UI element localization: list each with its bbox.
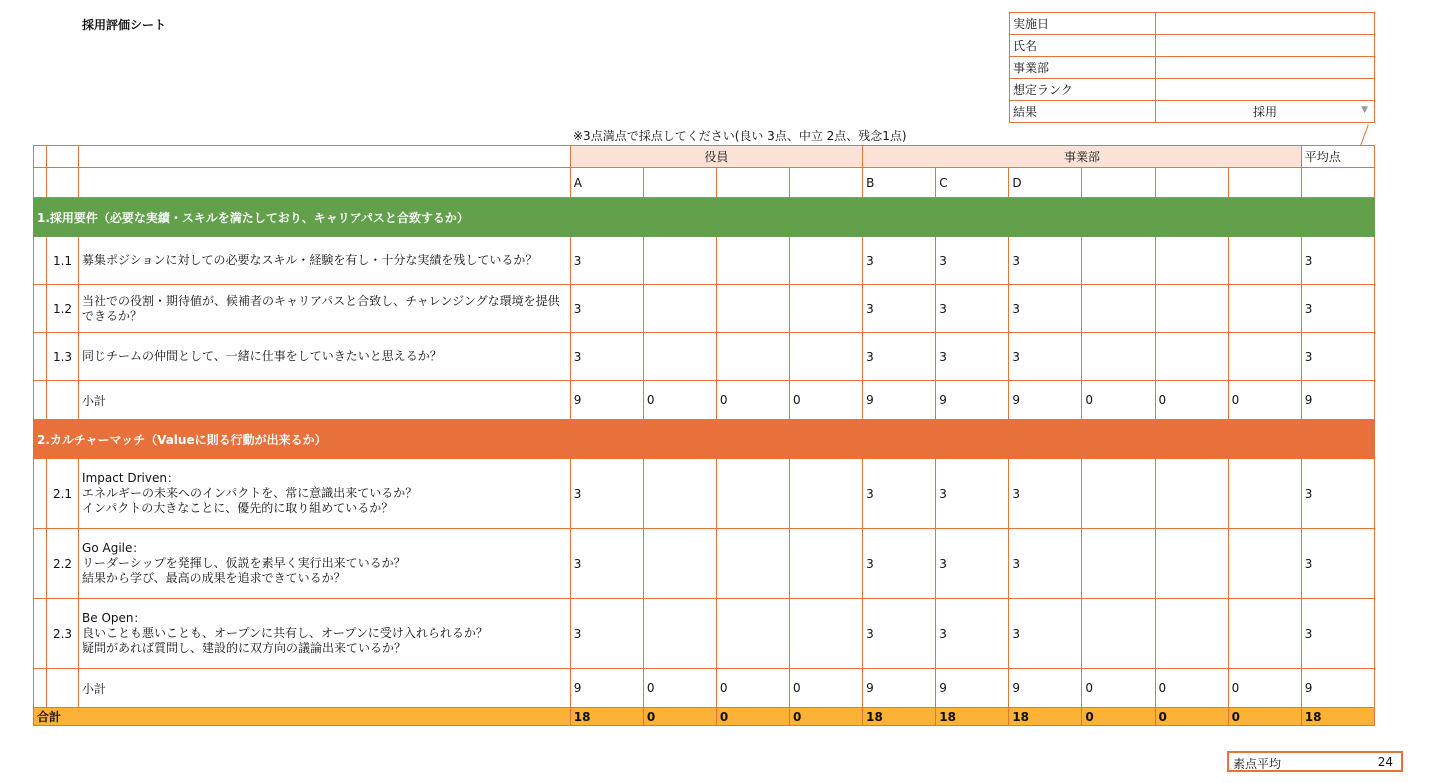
blank-cell: [34, 669, 47, 708]
chevron-down-icon[interactable]: ▼: [1361, 105, 1368, 115]
score-cell[interactable]: 3: [1009, 459, 1082, 529]
subtotal-cell: 0: [790, 669, 863, 708]
subtotal-average: 9: [1301, 669, 1374, 708]
score-cell[interactable]: [1228, 333, 1301, 381]
score-cell[interactable]: 3: [570, 529, 643, 599]
score-cell[interactable]: [1155, 333, 1228, 381]
blank-cell: [34, 146, 47, 168]
score-cell[interactable]: [643, 237, 716, 285]
score-cell[interactable]: [1155, 529, 1228, 599]
blank-cell: [47, 381, 79, 420]
blank-cell: [34, 599, 47, 669]
evaluator-header[interactable]: [716, 168, 789, 198]
score-cell[interactable]: [1082, 529, 1155, 599]
subtotal-cell: 0: [1082, 669, 1155, 708]
score-cell[interactable]: [1228, 237, 1301, 285]
subtotal-label: 小計: [79, 669, 571, 708]
blank-cell: [47, 168, 79, 198]
evaluator-header[interactable]: [790, 168, 863, 198]
score-cell[interactable]: [716, 529, 789, 599]
name-cell[interactable]: [1156, 35, 1375, 57]
evaluation-table: [33, 145, 1375, 726]
score-cell[interactable]: [716, 599, 789, 669]
score-cell[interactable]: 3: [936, 237, 1009, 285]
score-cell[interactable]: [1082, 333, 1155, 381]
section2-title: 2.カルチャーマッチ（Valueに則る行動が出来るか）: [34, 420, 1375, 459]
subtotal-cell: 9: [570, 669, 643, 708]
score-cell[interactable]: [790, 333, 863, 381]
average-cell: 3: [1301, 237, 1374, 285]
blank-cell: [34, 529, 47, 599]
blank-cell: [34, 381, 47, 420]
subtotal-cell: 9: [863, 381, 936, 420]
score-cell[interactable]: [1082, 459, 1155, 529]
subtotal-label: 小計: [79, 381, 571, 420]
total-cell: 0: [1082, 708, 1155, 726]
subtotal-cell: 0: [716, 381, 789, 420]
question-number: 1.1: [47, 237, 79, 285]
subtotal-row: [34, 669, 1375, 708]
question-row: [34, 333, 1375, 381]
total-cell: 0: [1155, 708, 1228, 726]
question-text: 同じチームの仲間として、一緒に仕事をしていきたいと思えるか？: [79, 333, 571, 381]
score-cell[interactable]: 3: [1009, 237, 1082, 285]
score-cell[interactable]: [790, 599, 863, 669]
question-row: [34, 599, 1375, 669]
score-cell[interactable]: 3: [863, 333, 936, 381]
subtotal-cell: 9: [863, 669, 936, 708]
total-cell: 0: [643, 708, 716, 726]
blank-cell: [47, 669, 79, 708]
score-cell[interactable]: [716, 285, 789, 333]
blank-cell: [79, 168, 571, 198]
evaluator-header[interactable]: A: [570, 168, 643, 198]
divider-line: [1360, 124, 1368, 145]
total-cell: 18: [570, 708, 643, 726]
score-cell[interactable]: 3: [936, 459, 1009, 529]
question-number: 1.2: [47, 285, 79, 333]
total-cell: 18: [936, 708, 1009, 726]
evaluator-header[interactable]: [1155, 168, 1228, 198]
total-row: [34, 708, 1375, 726]
question-row: [34, 529, 1375, 599]
score-cell[interactable]: 3: [863, 599, 936, 669]
question-row: [34, 285, 1375, 333]
score-cell[interactable]: [1155, 237, 1228, 285]
score-cell[interactable]: 3: [936, 333, 1009, 381]
blank-cell: [47, 146, 79, 168]
score-cell[interactable]: [643, 599, 716, 669]
question-number: 1.3: [47, 333, 79, 381]
score-cell[interactable]: [790, 285, 863, 333]
subtotal-cell: 0: [643, 381, 716, 420]
section1-title-row: [34, 198, 1375, 237]
total-cell: 0: [1228, 708, 1301, 726]
score-cell[interactable]: [1228, 599, 1301, 669]
subtotal-cell: 9: [570, 381, 643, 420]
score-cell[interactable]: 3: [1009, 285, 1082, 333]
score-cell[interactable]: [716, 333, 789, 381]
score-cell[interactable]: [1228, 285, 1301, 333]
question-row: [34, 459, 1375, 529]
group-department: 事業部: [863, 146, 1302, 168]
evaluator-header[interactable]: B: [863, 168, 936, 198]
average-cell: 3: [1301, 285, 1374, 333]
score-cell[interactable]: [1155, 599, 1228, 669]
score-cell[interactable]: [790, 459, 863, 529]
average-cell: 3: [1301, 459, 1374, 529]
score-cell[interactable]: 3: [1009, 599, 1082, 669]
date-cell[interactable]: [1156, 13, 1375, 35]
rank-cell[interactable]: [1156, 79, 1375, 101]
total-average: 18: [1301, 708, 1374, 726]
section2-title-row: [34, 420, 1375, 459]
score-cell[interactable]: 3: [1009, 529, 1082, 599]
question-number: 2.2: [47, 529, 79, 599]
question-row: [34, 237, 1375, 285]
subtotal-cell: 0: [790, 381, 863, 420]
score-cell[interactable]: 3: [863, 459, 936, 529]
average-cell: 3: [1301, 529, 1374, 599]
question-text: 当社での役割・期待値が、候補者のキャリアパスと合致し、チャレンジングな環境を提供できるか？: [79, 285, 571, 333]
blank-cell: [34, 333, 47, 381]
dept-label: 事業部: [1010, 57, 1156, 79]
score-cell[interactable]: [1082, 599, 1155, 669]
evaluator-header[interactable]: [1082, 168, 1155, 198]
score-average-box: [1227, 751, 1403, 772]
score-cell[interactable]: [1082, 237, 1155, 285]
score-cell[interactable]: [1228, 459, 1301, 529]
sheet-title: 採用評価シート: [82, 18, 167, 32]
header-row-evaluators: [34, 168, 1375, 198]
date-label: 実施日: [1010, 13, 1156, 35]
question-text: 募集ポジションに対しての必要なスキル・経験を有し・十分な実績を残しているか？: [79, 237, 571, 285]
subtotal-cell: 9: [1009, 381, 1082, 420]
score-cell[interactable]: 3: [936, 599, 1009, 669]
score-cell[interactable]: 3: [570, 237, 643, 285]
blank-cell: [1301, 168, 1374, 198]
score-cell[interactable]: [1082, 285, 1155, 333]
score-cell[interactable]: 3: [570, 459, 643, 529]
score-cell[interactable]: 3: [1009, 333, 1082, 381]
blank-cell: [79, 146, 571, 168]
score-cell[interactable]: [643, 333, 716, 381]
score-cell[interactable]: 3: [863, 529, 936, 599]
subtotal-cell: 0: [1228, 381, 1301, 420]
name-label: 氏名: [1010, 35, 1156, 57]
total-cell: 0: [716, 708, 789, 726]
score-cell[interactable]: [716, 459, 789, 529]
question-text: Go Agile： リーダーシップを発揮し、仮説を素早く実行出来ているか？ 結果から学び、最高の成果を追求できているか？: [79, 529, 571, 599]
score-average-label: 素点平均: [1233, 757, 1282, 771]
evaluator-header[interactable]: [1228, 168, 1301, 198]
subtotal-cell: 9: [1009, 669, 1082, 708]
score-cell[interactable]: [790, 529, 863, 599]
result-select[interactable]: [1156, 101, 1375, 123]
score-cell[interactable]: 3: [570, 285, 643, 333]
score-cell[interactable]: 3: [936, 285, 1009, 333]
total-cell: 0: [790, 708, 863, 726]
subtotal-cell: 9: [936, 381, 1009, 420]
result-value: 採用: [1252, 105, 1277, 119]
group-executives: 役員: [570, 146, 862, 168]
blank-cell: [34, 285, 47, 333]
info-box: [1009, 12, 1375, 123]
score-cell[interactable]: [643, 459, 716, 529]
score-cell[interactable]: [1155, 459, 1228, 529]
score-cell[interactable]: 3: [570, 333, 643, 381]
rank-label: 想定ランク: [1010, 79, 1156, 101]
blank-cell: [34, 459, 47, 529]
average-header: 平均点: [1301, 146, 1374, 168]
score-average-value: 24: [1377, 755, 1393, 769]
evaluator-header[interactable]: [643, 168, 716, 198]
average-cell: 3: [1301, 333, 1374, 381]
evaluator-header[interactable]: C: [936, 168, 1009, 198]
score-cell[interactable]: [643, 285, 716, 333]
subtotal-cell: 0: [1155, 381, 1228, 420]
subtotal-cell: 0: [1155, 669, 1228, 708]
subtotal-cell: 0: [716, 669, 789, 708]
subtotal-cell: 9: [936, 669, 1009, 708]
header-row-groups: [34, 146, 1375, 168]
subtotal-row: [34, 381, 1375, 420]
score-cell[interactable]: [716, 237, 789, 285]
score-cell[interactable]: [790, 237, 863, 285]
dept-cell[interactable]: [1156, 57, 1375, 79]
total-label: 合計: [34, 708, 571, 726]
question-text: Be Open： 良いことも悪いことも、オープンに共有し、オープンに受け入れられるか？ 疑問があれば質問し、建設的に双方向の議論出来ているか？: [79, 599, 571, 669]
score-cell[interactable]: [643, 529, 716, 599]
blank-cell: [34, 168, 47, 198]
question-text: Impact Driven： エネルギーの未来へのインパクトを、常に意識出来ているか？ インパクトの大きなことに、優先的に取り組めているか？: [79, 459, 571, 529]
subtotal-cell: 0: [1228, 669, 1301, 708]
total-cell: 18: [863, 708, 936, 726]
total-cell: 18: [1009, 708, 1082, 726]
question-number: 2.1: [47, 459, 79, 529]
result-label: 結果: [1010, 101, 1156, 123]
score-cell[interactable]: [1155, 285, 1228, 333]
scoring-note: ※3点満点で採点してください(良い 3点、中立 2点、残念1点): [573, 129, 907, 143]
subtotal-cell: 0: [1082, 381, 1155, 420]
subtotal-cell: 0: [643, 669, 716, 708]
score-cell[interactable]: 3: [936, 529, 1009, 599]
question-number: 2.3: [47, 599, 79, 669]
score-cell[interactable]: 3: [863, 285, 936, 333]
score-cell[interactable]: [1228, 529, 1301, 599]
average-cell: 3: [1301, 599, 1374, 669]
score-cell[interactable]: 3: [863, 237, 936, 285]
evaluator-header[interactable]: D: [1009, 168, 1082, 198]
blank-cell: [34, 237, 47, 285]
section1-title: 1.採用要件（必要な実績・スキルを満たしており、キャリアパスと合致するか）: [34, 198, 1375, 237]
score-cell[interactable]: 3: [570, 599, 643, 669]
subtotal-average: 9: [1301, 381, 1374, 420]
